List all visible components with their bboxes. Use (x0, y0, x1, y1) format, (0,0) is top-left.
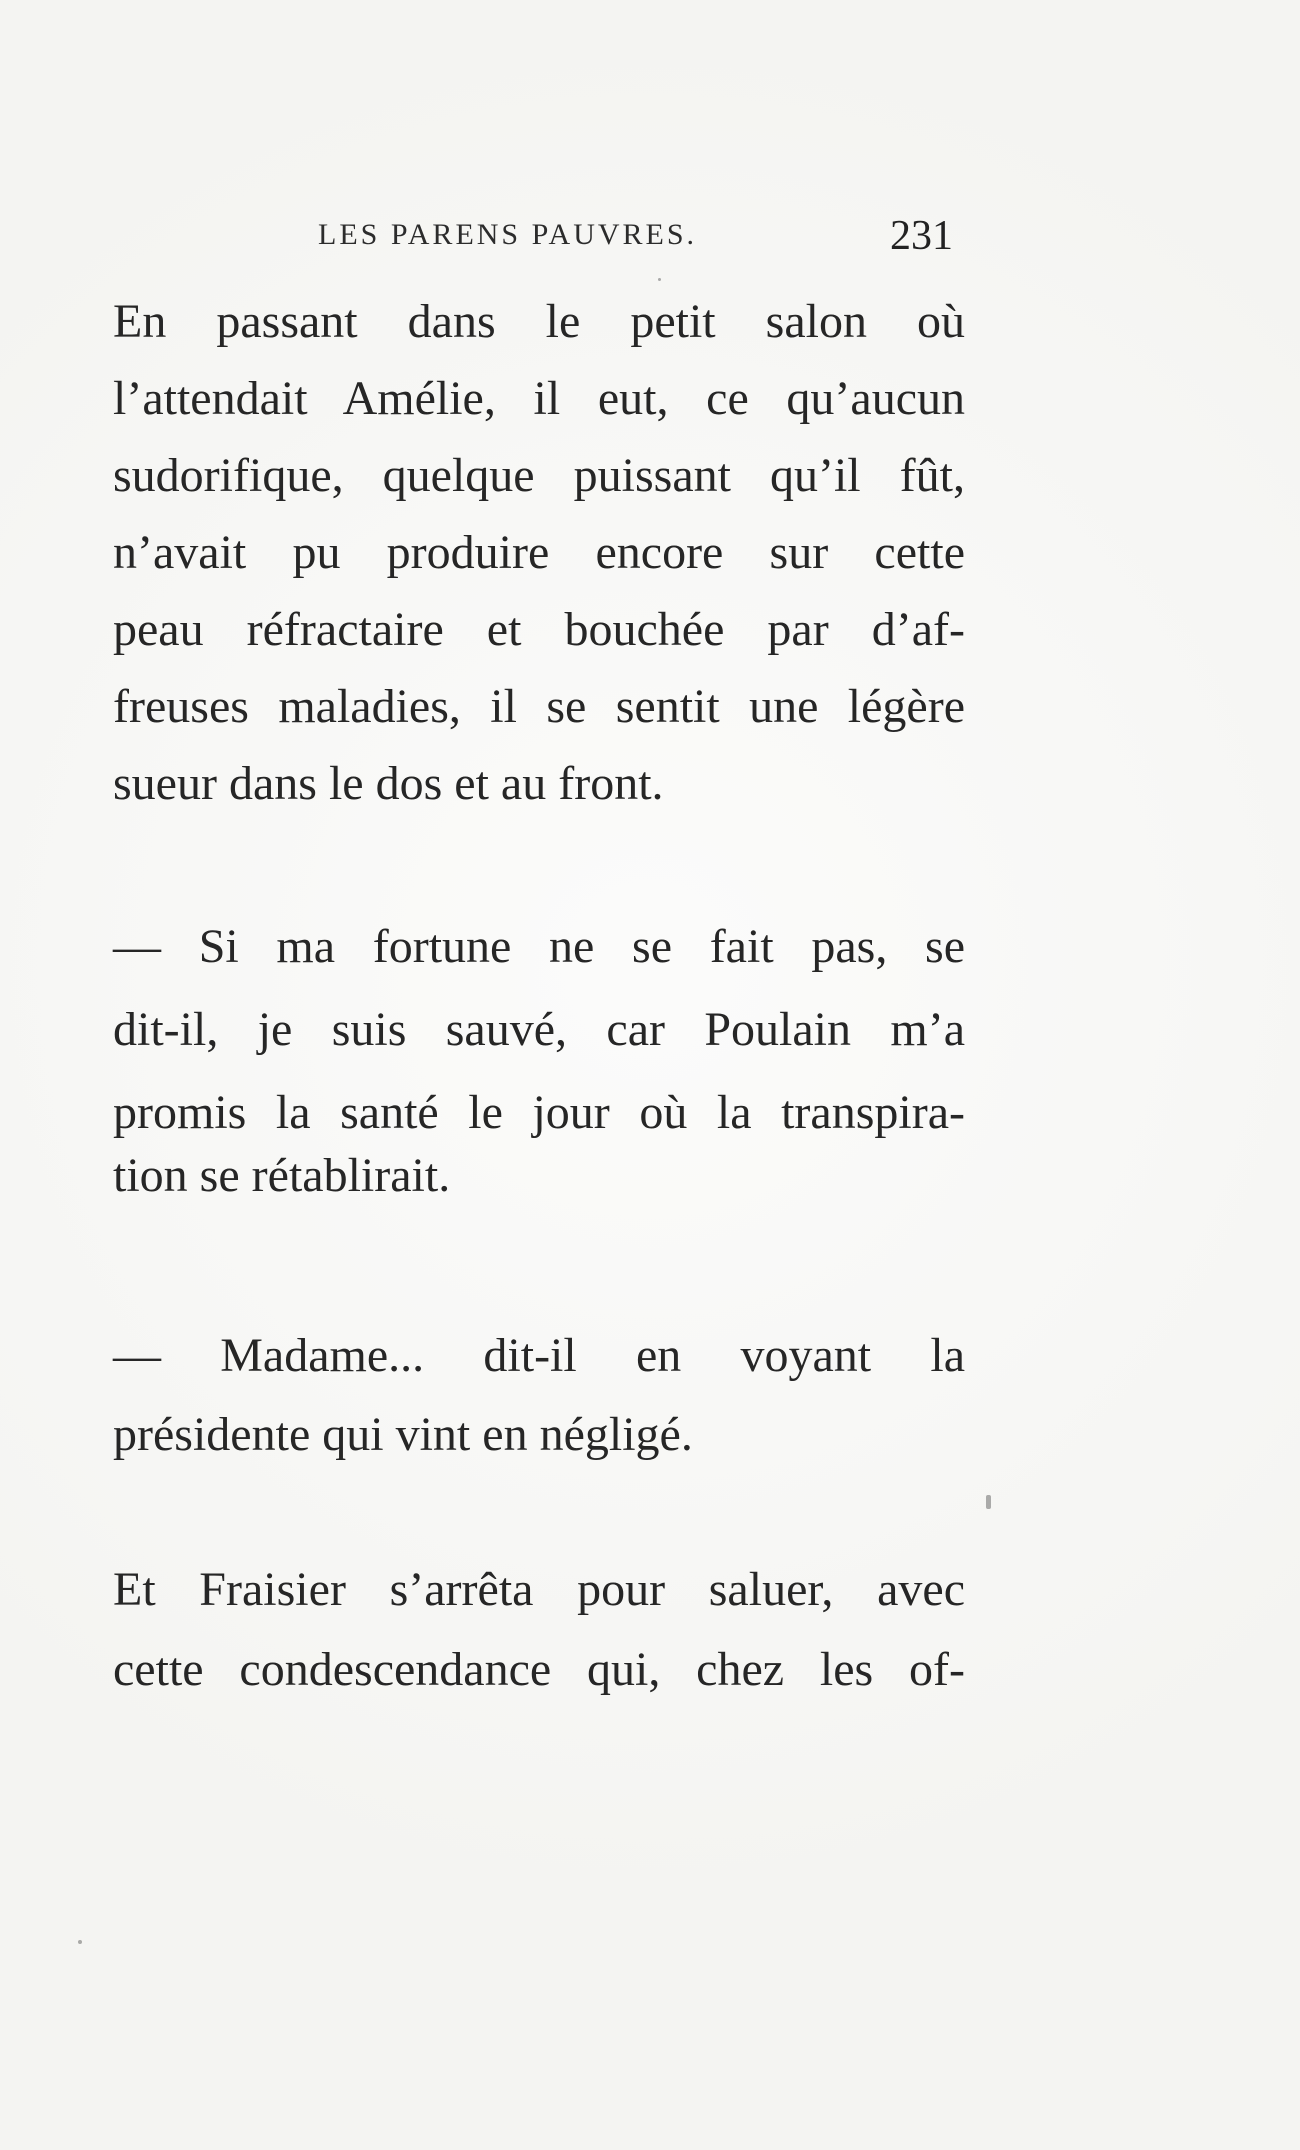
text-line: En passant dans le petit salon où (113, 295, 965, 348)
text-line: promis la santé le jour où la transpira- (113, 1086, 965, 1139)
text-line: sudorifique, quelque puissant qu’il fût, (113, 449, 965, 502)
text-line: dit-il, je suis sauvé, car Poulain m’a (113, 1003, 965, 1056)
text-line: cette condescendance qui, chez les of- (113, 1643, 965, 1696)
text-line: sueur dans le dos et au front. (113, 757, 664, 810)
text-line: — Si ma fortune ne se fait pas, se (113, 920, 965, 973)
paper-speck (658, 278, 661, 281)
running-head: LES PARENS PAUVRES. (318, 218, 698, 251)
text-line: tion se rétablirait. (113, 1149, 451, 1202)
text-line: présidente qui vint en négligé. (113, 1408, 693, 1461)
text-line: n’avait pu produire encore sur cette (113, 526, 965, 579)
text-line: — Madame... dit-il en voyant la (113, 1329, 965, 1382)
text-line: peau réfractaire et bouchée par d’af- (113, 603, 965, 656)
text-line: Et Fraisier s’arrêta pour saluer, avec (113, 1563, 965, 1616)
text-line: l’attendait Amélie, il eut, ce qu’aucun (113, 372, 965, 425)
paper-speck (78, 1940, 82, 1944)
paper-speck (986, 1495, 991, 1509)
page-number: 231 (890, 213, 953, 259)
text-line: freuses maladies, il se sentit une légère (113, 680, 965, 733)
